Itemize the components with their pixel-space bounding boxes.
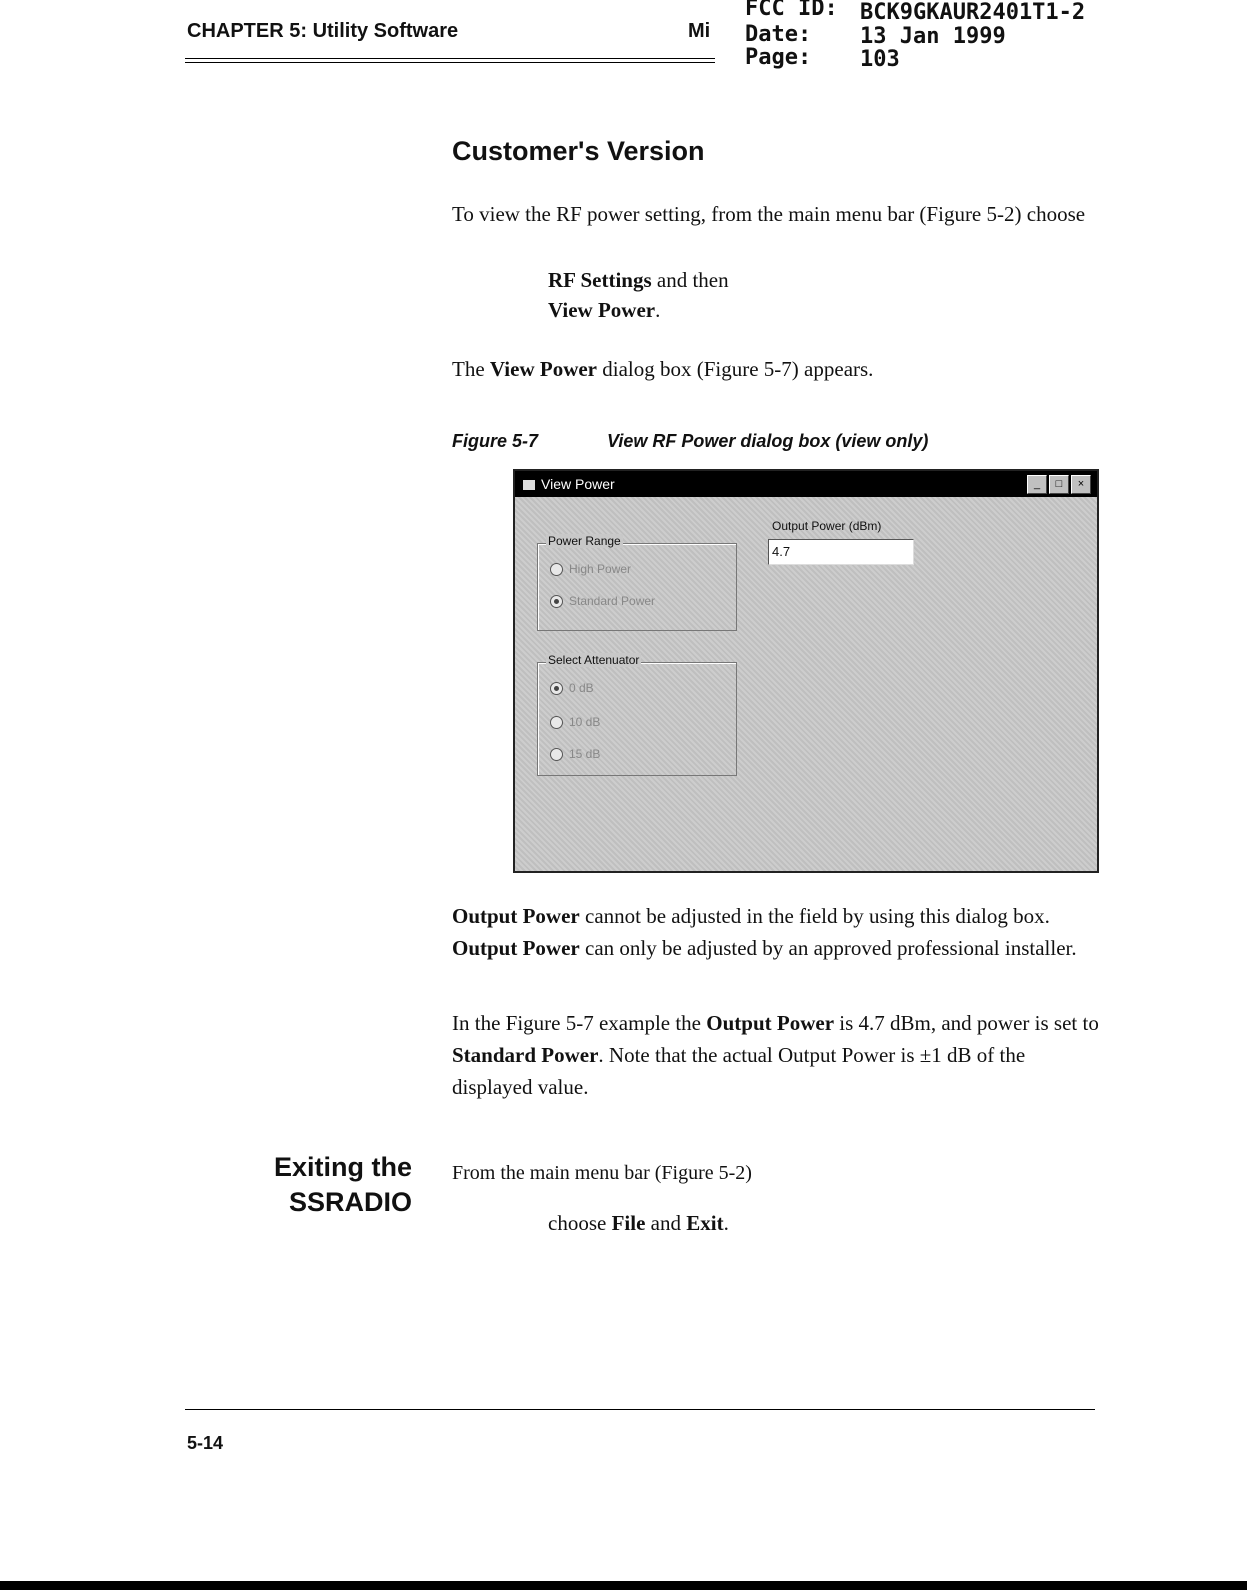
att-10db-label: 10 dB: [569, 715, 601, 729]
fcc-id-label: FCC ID:: [745, 0, 838, 21]
rf-settings-bold: RF Settings: [548, 268, 652, 292]
window-controls: [1027, 475, 1091, 494]
footer-rule: [185, 1409, 1095, 1410]
note2-bold-a: Output Power: [706, 1011, 835, 1035]
step-period: .: [655, 298, 661, 322]
window-app-icon: [523, 480, 535, 490]
exiting-text: From the main menu bar (Figure 5-2): [452, 1162, 752, 1184]
minimize-icon[interactable]: _: [1027, 475, 1047, 494]
att-15db-label: 15 dB: [569, 747, 601, 761]
section-title: Customer's Version: [452, 136, 705, 166]
output-power-field[interactable]: 4.7: [768, 539, 914, 565]
figure-caption-text: View RF Power dialog box (view only): [607, 431, 929, 451]
att-0db-label: 0 dB: [569, 681, 594, 695]
dialog-title-bar[interactable]: [515, 471, 1097, 497]
page-value: 103: [860, 47, 900, 72]
att-15db-radio[interactable]: [550, 747, 600, 761]
figure-number: Figure 5-7: [452, 431, 539, 451]
standard-power-radio[interactable]: [550, 594, 655, 608]
output-power-note: [452, 900, 1102, 964]
example-note: [452, 1007, 1102, 1103]
maximize-icon[interactable]: □: [1049, 475, 1069, 494]
note2-text-a: In the Figure 5-7 example the: [452, 1011, 707, 1035]
exit-bold: Exit: [686, 1211, 724, 1235]
appears-post: dialog box (Figure 5-7) appears.: [597, 357, 874, 381]
radio-icon: [550, 748, 563, 761]
dialog-title: View Power: [541, 476, 615, 492]
high-power-label: High Power: [569, 562, 632, 576]
scan-edge-bar: [0, 1581, 1247, 1590]
power-range-group: [537, 534, 737, 631]
page-label: Page:: [745, 45, 812, 70]
header-rule-top: [185, 58, 715, 59]
note1-text-b: can only be adjusted by an approved professional installer.: [579, 936, 1077, 960]
figure-caption: [452, 431, 928, 452]
step-rf-settings: [548, 264, 729, 296]
appears-paragraph: [452, 353, 1102, 385]
fcc-id-value: BCK9GKAUR2401T1-2: [860, 0, 1086, 25]
note2-text-c: . Note that the actual Output Power is ±1 dB of the displayed value.: [452, 1043, 1026, 1099]
choose-pre: choose: [548, 1211, 612, 1235]
exiting-choose: [548, 1207, 729, 1239]
note1-text-a: cannot be adjusted in the field by using this dialog box.: [579, 904, 1050, 928]
intro-paragraph: To view the RF power setting, from the main menu bar (Figure 5-2) choose: [452, 202, 1086, 226]
chapter-title: CHAPTER 5: Utility Software: [187, 20, 459, 42]
note1-bold-b: Output Power: [452, 936, 580, 960]
page-number: 5-14: [187, 1433, 224, 1453]
note2-text-b: is 4.7 dBm, and power is set to: [834, 1011, 1099, 1035]
radio-icon: [550, 716, 563, 729]
step-view-power: [548, 294, 660, 326]
view-power-bold: View Power: [548, 298, 656, 322]
power-range-label: Power Range: [548, 534, 621, 548]
header-rule-bottom: [185, 62, 715, 63]
note1-bold-a: Output Power: [452, 904, 580, 928]
date-value: 13 Jan 1999: [860, 24, 1006, 49]
att-10db-radio[interactable]: [550, 715, 600, 729]
step-and-then: and then: [651, 268, 729, 292]
choose-mid: and: [645, 1211, 687, 1235]
high-power-radio[interactable]: [550, 562, 631, 576]
output-power-label: Output Power (dBm): [772, 519, 882, 533]
standard-power-label: Standard Power: [569, 594, 656, 608]
attenuator-label: Select Attenuator: [548, 653, 640, 667]
file-bold: File: [611, 1211, 646, 1235]
close-icon[interactable]: ×: [1071, 475, 1091, 494]
note2-bold-b: Standard Power: [452, 1043, 599, 1067]
date-label: Date:: [745, 22, 812, 47]
choose-end: .: [723, 1211, 729, 1235]
exiting-heading-line1: Exiting the: [273, 1152, 412, 1182]
radio-selected-icon: [550, 682, 563, 695]
truncated-header-text: Mi: [688, 20, 711, 42]
attenuator-group: [537, 653, 737, 776]
appears-pre: The: [452, 357, 490, 381]
exiting-heading-line2: SSRADIO: [288, 1187, 412, 1217]
appears-bold: View Power: [489, 357, 597, 381]
att-0db-radio[interactable]: [550, 681, 594, 695]
radio-icon: [550, 563, 563, 576]
radio-selected-icon: [550, 595, 563, 608]
